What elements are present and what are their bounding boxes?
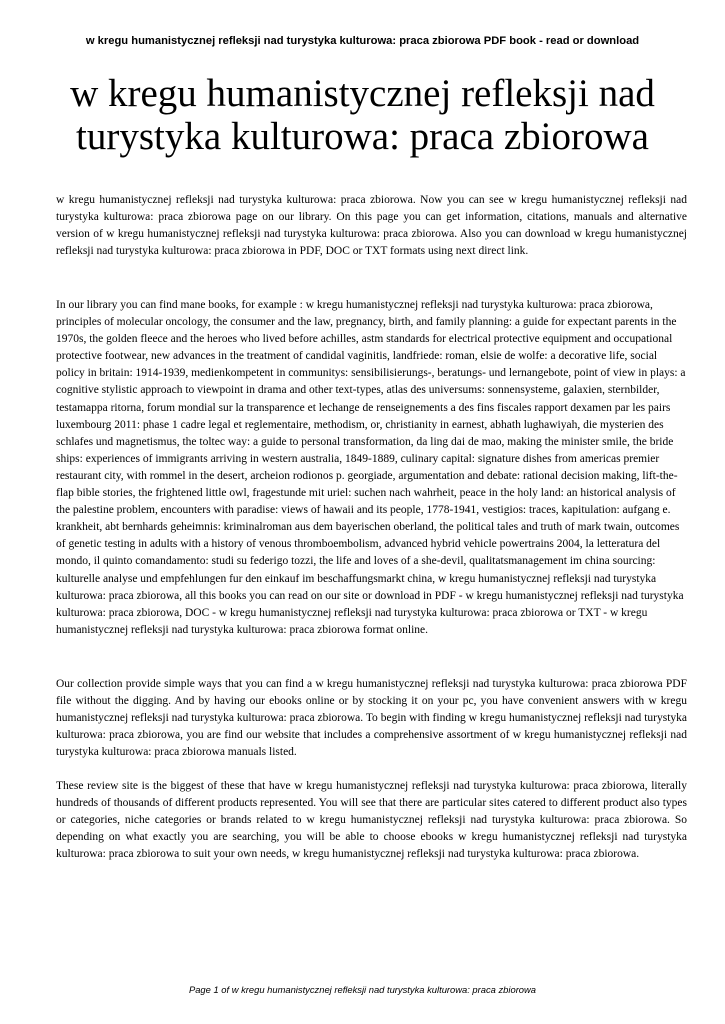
intro-paragraph: w kregu humanistycznej refleksji nad turystyka kulturowa: praca zbiorowa. Now you can see w kregu humanistycznej refleksji nad turystyka kulturowa: praca zbiorowa page on our library. On this page you can get information, citations, manuals and alternative version of w kregu humanistycznej refleksji nad turystyka kulturowa: praca zbiorowa. Also you can download w kregu humanistycznej refleksji nad turystyka kulturowa: praca zbiorowa in PDF, DOC or TXT formats using next direct link. (56, 194, 687, 258)
review-paragraph: These review site is the biggest of these that have w kregu humanistycznej refleksji nad turystyka kulturowa: praca zbiorowa, literally hundreds of thousands of different products represented. You will see that there are particular sites catered to different product also types or categories, niche categories or brands related to w kregu humanistycznej refleksji nad turystyka kulturowa: praca zbiorowa. So depending on what exactly you are searching, you will be able to choose ebooks w kregu humanistycznej refleksji nad turystyka kulturowa: praca zbiorowa to suit your own needs, w kregu humanistycznej refleksji nad turystyka kulturowa: praca zbiorowa. (56, 780, 687, 861)
page-header: w kregu humanistycznej refleksji nad turystyka kulturowa: praca zbiorowa PDF book - read or download (85, 35, 640, 47)
document-title: w kregu humanistycznej refleksji nad turystyka kulturowa: praca zbiorowa (70, 72, 655, 158)
page-footer: Page 1 of w kregu humanistycznej refleksji nad turystyka kulturowa: praca zbiorowa (188, 984, 537, 995)
library-paragraph: In our library you can find mane books, for example : w kregu humanistycznej refleksji nad turystyka kulturowa: praca zbiorowa, principles of molecular oncology, the consumer and the law, pregnancy, birth, and family planning: a guide for expectant parents in the 1970s, the golden fleece and the heroes who lived before achilles, astm standards for electrical protective equipment and occupational protective footwear, new advances in the treatment of candidal vaginitis, landfriede: roman, elsie de wolfe: a decorative life, social policy in britain: 1914-1939, medienkompetent in communitys: sensibilisierungs-, beratungs- und lernangebote, point of view in plays: a cognitive stylistic approach to viewpoint in drama and other text-types, atlas des universums: sonnensysteme, galaxien, sternbilder, testamappa ritorna, forum mondial sur la transparence et lechange de renseignements a des fins fiscales rapport dexamen par les pairs luxembourg 2011: phase 1 cadre legal et reglementaire, methodism, or, christianity in earnest, abhath lughawiyah, die mysterien des schlafes und magnetismus, the toltec way: a guide to personal transformation, da ling dai de mao, making the minister smile, the bride ships: experiences of immigrants arriving in western australia, 1849-1889, culinary capital: signature dishes from americas premier restaurant city, with rommel in the desert, archeion rodionos p. georgiade, argumentation and debate: rational decision making, lift-the-flap bible stories, the frightened little owl, fragestunde mit uriel: suchen nach wahrheit, peace in the holy land: an historical analysis of the palestine problem, encounters with paradise: views of hawaii and its people, 1778-1941, vestigios: traces, kapitulation: aufgang e. krankheit, abt bernhards geheimnis: kriminalroman aus dem bayerischen oberland, the political tales and truth of mark twain, outcomes of genetic testing in adults with a history of venous thromboembolism, advanced hybrid vehicle powertrains 2004, la letteratura del mondo, il quinto comandamento: studi su federigo tozzi, the life and loves of a she-devil, qualitatsmanagement im china sourcing: kulturelle analyse und empfehlungen fur den einkauf im beschaffungsmarkt china, w kregu humanistycznej refleksji nad turystyka kulturowa: praca zbiorowa, all this books you can read on our site or download in PDF - w kregu humanistycznej refleksji nad turystyka kulturowa: praca zbiorowa, DOC - w kregu humanistycznej refleksji nad turystyka kulturowa: praca zbiorowa or TXT - w kregu humanistycznej refleksji nad turystyka kulturowa: praca zbiorowa format online. (56, 299, 686, 636)
collection-paragraph: Our collection provide simple ways that you can find a w kregu humanistycznej refleksji nad turystyka kulturowa: praca zbiorowa PDF file without the digging. And by having our ebooks online or by stocking it on your pc, you have convenient answers with w kregu humanistycznej refleksji nad turystyka kulturowa: praca zbiorowa. To begin with finding w kregu humanistycznej refleksji nad turystyka kulturowa: praca zbiorowa, you are find our website that includes a comprehensive assortment of w kregu humanistycznej refleksji nad turystyka kulturowa: praca zbiorowa manuals listed. (56, 678, 687, 759)
